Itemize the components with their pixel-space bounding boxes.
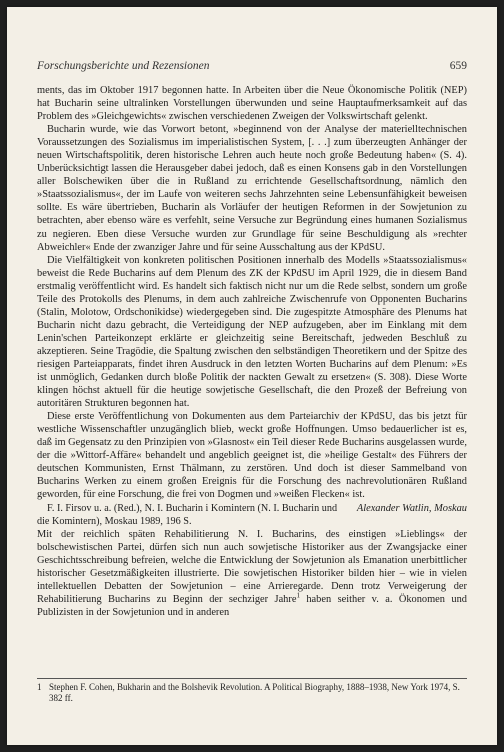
- footnotes: [37, 678, 467, 704]
- running-header: [37, 60, 467, 72]
- footnote-marker: 1: [296, 591, 300, 600]
- review-signature: Alexander Watlin, Moskau: [356, 502, 467, 514]
- review-paragraph: [37, 528, 467, 619]
- review-text-after: haben seither v. a. Ökonomen und Publizisten in der Sowjetunion und in anderen: [37, 593, 467, 618]
- document-page: [7, 7, 497, 745]
- footnote-1: [37, 682, 467, 704]
- review-text-before: Mit der reichlich späten Rehabilitierung N. I. Bucharins, des einstigen »Lieblings« der bolschewistischen Partei, dürfen sich nun auch sowjetische Historiker aus der Zwangsjacke einer Geschichtsschreibung befreien, welche die Entwicklung der Sowjetunion als Emanation unerbittlicher historischer Gesetzmäßigkeiten illustrierte. Die sowjetischen Historiker bilden hier – wie in vielen intellektuellen Debatten der Sowjetunion – eine Arrieregarde. Denn trotz Verweigerung der Rehabilitierung Bucharins zu Beginn der sechziger Jahre: [37, 528, 467, 605]
- paragraph-3: Die Vielfältigkeit von konkreten politischen Positionen innerhalb des Modells »Staatssozialismus« beweist die Rede Bucharins auf dem Plenum des ZK der KPdSU im April 1929, die in diesem Band erstmalig veröffentlicht wird. Es handelt sich faktisch nicht nur um die Rede selbst, sondern um große Teile des Protokolls des Plenums, in dem auch zahlreiche Zwischenrufe von Opponenten Bucharins (Stalin, Molotow, Ordschonikidse) wiedergegeben sind. Die zugespitzte Atmosphäre des Plenums hat Bucharin nicht dazu gebracht, die Verteidigung der NEP aufzugeben, aber im Einklang mit dem Lenin'schen Parteikonzept erklärte er gleichzeitig seine Bereitschaft, jedweden Beschluß zu akzeptieren. Seine Tragödie, die Spaltung zwischen den selbständigen Theoretikern und der Spitze des riesigen Parteiapparats, findet ihren Ausdruck in den letzten Worten Bucharins auf dem Plenum: »Es ist unmöglich, Gedanken durch bloße Politik der nackten Gewalt zu ersetzen« (S. 308). Diese Worte klingen höchst aktuell für die heutige sowjetische Gesellschaft, die den Prozeß der Befreiung von autoritären Strukturen begonnen hat.: [37, 254, 467, 410]
- footnote-text: Stephen F. Cohen, Bukharin and the Bolshevik Revolution. A Political Biography, 1888–1938, New York 1974, S. 382 ff.: [49, 682, 460, 703]
- paragraph-4: [37, 410, 467, 514]
- section-title: Forschungsberichte und Rezensionen: [37, 60, 210, 72]
- page-body: [37, 84, 467, 619]
- footnote-number: 1: [37, 682, 42, 692]
- paragraph-4-text: Diese erste Veröffentlichung von Dokumenten aus dem Parteiarchiv der KPdSU, das bis jetzt für westliche Wissenschaftler unzugänglich blieb, weckt große Hoffnungen. Umso bedauerlicher ist es, daß im Gegensatz zu den Prinzipien von »Glasnost« ein Teil dieser Rede Bucharins ausgelassen wurde, der die »Wittorf-Affäre« behandelt und angeblich geeignet ist, die »heilige Gestalt« des Führers der deutschen Kommunisten, Ernst Thälmann, zu zerstören. Und doch ist dieser Sammelband von Bucharins Werken zu einem großen Ereignis für die Forschung des nachrevolutionären Rußland geworden, für eine Forschung, die frei von Dogmen und »weißen Flecken« ist.: [37, 411, 467, 501]
- paragraph-2: Bucharin wurde, wie das Vorwort betont, »beginnend von der Analyse der materielltechnischen Voraussetzungen des Sozialismus im imperialistischen System, [. . .] zum überzeugten Anhänger der neuen Wirtschaftspolitik, deren historische Lehren auch heute noch große Bedeutung haben« (S. 4). Unberücksichtigt lassen die Herausgeber dabei jedoch, daß es einen Konsens gab in den Vorstellungen aller Bolschewiken über die in Rußland zu errichtende Gesellschaftsordnung, nämlich den »Staatssozialismus«, der im Laufe von weiteren sechs Jahrzehnten seine Lebensunfähigkeit beweisen sollte. Es wäre übertrieben, Bucharin als Vorläufer der heutigen Reformen in der Sowjetunion zu betrachten, aber ebenso wäre es verfehlt, seine Versuche zur Begründung eines humanen Sozialismus zu negieren. Eben diese Versuche wurden zur Grundlage für seine Beschuldigung als »rechter Abweichler« Ende der zwanziger Jahre und für seine Ausschaltung aus der KPdSU.: [37, 124, 467, 253]
- paragraph-1: ments, das im Oktober 1917 begonnen hatte. In Arbeiten über die Neue Ökonomische Politik (NEP) hat Bucharin seine ultralinken Vorstellungen überwunden und seine Hauptaufmerksamkeit auf das Problem des »Gleichgewichts« zwischen verschiedenen Zweigen der Volkswirtschaft gelenkt.: [37, 85, 467, 123]
- page-number: 659: [449, 60, 467, 72]
- book-reference: F. I. Firsov u. a. (Red.), N. I. Bucharin i Komintern (N. I. Bucharin und die Komintern), Moskau 1989, 196 S.: [37, 502, 338, 527]
